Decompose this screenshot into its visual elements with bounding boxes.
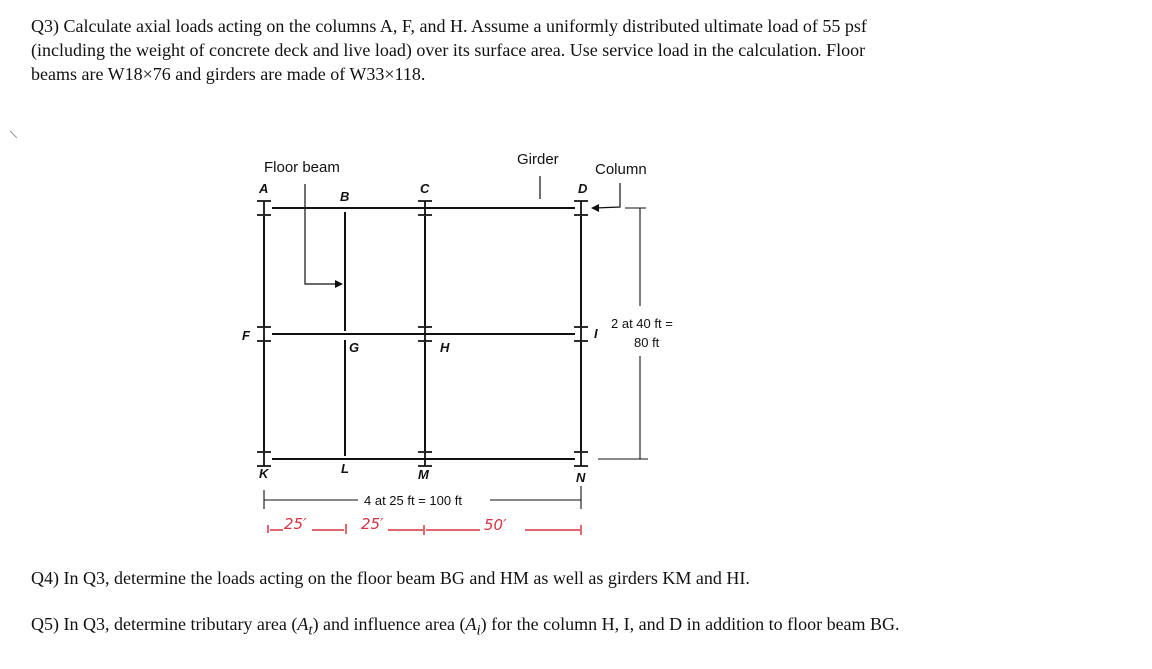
- floor-beam-arrow-icon: [335, 280, 343, 288]
- node-K: K: [259, 466, 269, 481]
- horizontal-dimension-text: 4 at 25 ft = 100 ft: [364, 493, 462, 508]
- vertical-dimension-text-2: 80 ft: [634, 335, 660, 350]
- handwritten-25-a: 25′: [284, 515, 307, 533]
- stray-mark: [10, 131, 17, 138]
- column-F-icon: [257, 327, 271, 341]
- floor-beam-label: Floor beam: [264, 159, 340, 176]
- question-4: [31, 566, 1131, 590]
- girders: [272, 208, 575, 459]
- column-I-icon: [574, 327, 588, 341]
- node-G: G: [349, 340, 360, 355]
- floor-beam-leader: [305, 184, 342, 284]
- node-I: I: [594, 326, 598, 341]
- column-label: Column: [595, 161, 647, 178]
- node-B: B: [340, 189, 350, 204]
- question-4-text: Q4) In Q3, determine the loads acting on the floor beam BG and HM as well as girders KM and HI.: [31, 568, 750, 588]
- question-5-text-c: ) for the column H, I, and D in addition to floor beam BG.: [480, 614, 900, 634]
- tributary-area-subscript: t: [308, 622, 313, 639]
- node-N: N: [576, 470, 586, 485]
- node-D: D: [578, 181, 588, 196]
- handwritten-dimension: [268, 524, 581, 535]
- node-M: M: [418, 467, 429, 482]
- handwritten-50: 50′: [484, 516, 507, 534]
- node-F: F: [242, 328, 250, 343]
- node-C: C: [420, 181, 430, 196]
- tributary-area-symbol: A: [297, 614, 309, 634]
- floor-beam-leader-line: [305, 184, 342, 284]
- girder-label: Girder: [517, 151, 559, 168]
- handwritten-25-b: 25′: [361, 515, 384, 533]
- influence-area-subscript: i: [476, 622, 481, 639]
- vertical-dimension: [598, 208, 648, 459]
- node-L: L: [341, 461, 349, 476]
- question-5: [31, 612, 911, 644]
- node-A: A: [259, 181, 269, 196]
- column-N-icon: [574, 452, 588, 466]
- column-arrow-icon: [591, 204, 599, 212]
- vertical-dimension-text-1: 2 at 40 ft =: [611, 316, 673, 331]
- question-5-text-a: Q5) In Q3, determine tributary area (: [31, 614, 298, 634]
- node-H: H: [440, 340, 450, 355]
- influence-area-symbol: A: [465, 614, 477, 634]
- question-3-text: Q3) Calculate axial loads acting on the columns A, F, and H. Assume a uniformly distributed ultimate load of 55 psf (including the weight of concrete deck and live load) over its surface area. Use service load in the calculation. Floor beams are W18×76 and girders are made of W33×118.: [31, 16, 867, 84]
- column-K-icon: [257, 452, 271, 466]
- column-D-icon: [574, 201, 588, 215]
- question-5-text-b: ) and influence area (: [312, 614, 466, 634]
- column-A-icon: [257, 201, 271, 215]
